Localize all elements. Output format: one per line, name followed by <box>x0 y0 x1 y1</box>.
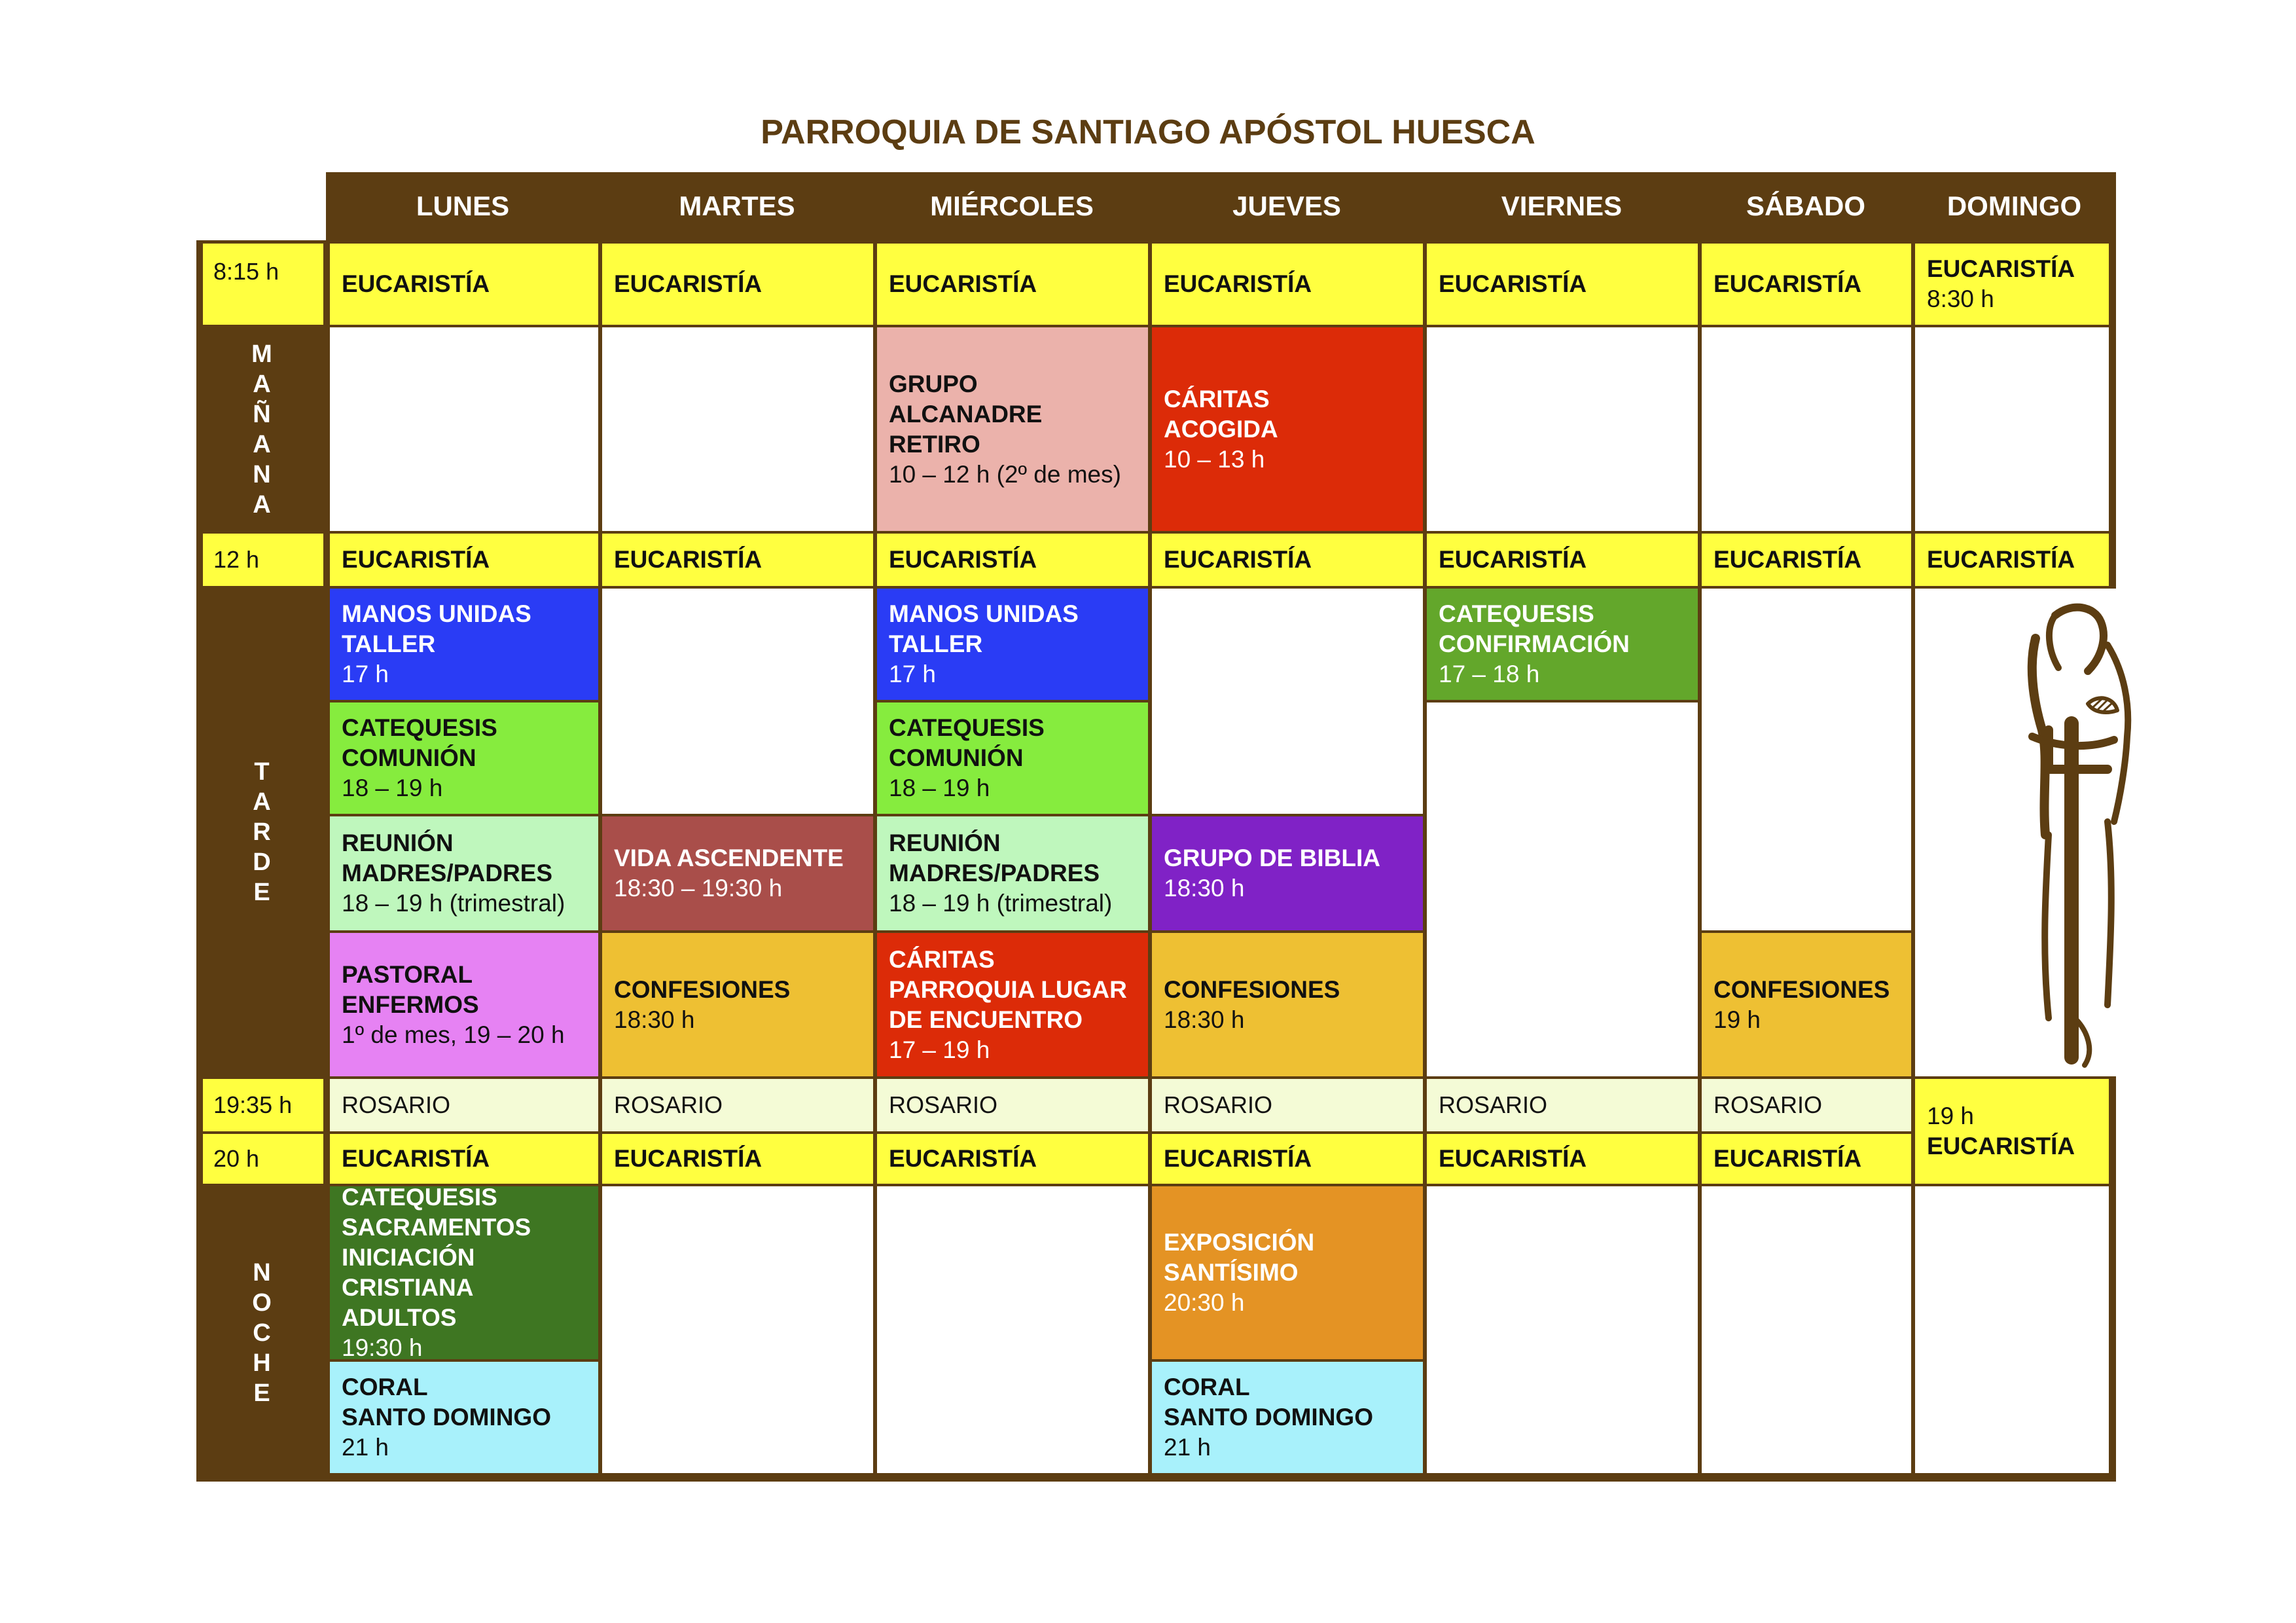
cell-eucaristia: EUCARISTÍA <box>1702 244 1911 325</box>
empty-cell <box>602 589 873 814</box>
page-title: PARROQUIA DE SANTIAGO APÓSTOL HUESCA <box>761 113 1535 151</box>
empty-cell <box>1915 1186 2109 1473</box>
cell-eucaristia: EUCARISTÍA <box>1152 534 1423 586</box>
cell-eucaristia: EUCARISTÍA <box>1427 534 1698 586</box>
event-confesiones: CONFESIONES 19 h <box>1702 933 1911 1076</box>
event-reunion-padres: REUNIÓN MADRES/PADRES 18 – 19 h (trimestral) <box>330 816 598 930</box>
event-confesiones: CONFESIONES 18:30 h <box>602 933 873 1076</box>
cell-eucaristia: EUCARISTÍA <box>330 1134 598 1184</box>
empty-cell <box>1702 327 1911 531</box>
event-grupo-alcanadre: GRUPO ALCANADRE RETIRO 10 – 12 h (2º de mes) <box>877 327 1148 531</box>
time-label-20: 20 h <box>203 1134 323 1184</box>
cell-eucaristia: EUCARISTÍA <box>1915 534 2109 586</box>
time-label-1935: 19:35 h <box>203 1079 323 1131</box>
event-catequesis-comunion: CATEQUESIS COMUNIÓN 18 – 19 h <box>330 702 598 814</box>
cell-eucaristia: EUCARISTÍA <box>1152 1134 1423 1184</box>
event-confesiones: CONFESIONES 18:30 h <box>1152 933 1423 1076</box>
cell-eucaristia: EUCARISTÍA <box>330 244 598 325</box>
empty-cell <box>1702 1186 1911 1473</box>
time-label-815: 8:15 h <box>203 244 323 325</box>
day-domingo: DOMINGO <box>1946 191 2082 221</box>
event-manos-unidas: MANOS UNIDAS TALLER 17 h <box>877 589 1148 700</box>
event-caritas-acogida: CÁRITAS ACOGIDA 10 – 13 h <box>1152 327 1423 531</box>
event-vida-ascendente: VIDA ASCENDENTE 18:30 – 19:30 h <box>602 816 873 930</box>
cell-eucaristia: EUCARISTÍA <box>1427 1134 1698 1184</box>
event-coral-santo-domingo: CORAL SANTO DOMINGO 21 h <box>330 1362 598 1473</box>
event-catequesis-comunion: CATEQUESIS COMUNIÓN 18 – 19 h <box>877 702 1148 814</box>
santiago-pilgrim-icon <box>2009 599 2147 1070</box>
empty-cell <box>877 1186 1148 1473</box>
cell-rosario: ROSARIO <box>1152 1079 1423 1131</box>
cell-rosario: ROSARIO <box>1702 1079 1911 1131</box>
cell-eucaristia: EUCARISTÍA <box>1427 244 1698 325</box>
cell-eucaristia: EUCARISTÍA <box>1702 1134 1911 1184</box>
cell-eucaristia: EUCARISTÍA <box>877 534 1148 586</box>
event-pastoral-enfermos: PASTORAL ENFERMOS 1º de mes, 19 – 20 h <box>330 933 598 1076</box>
empty-cell <box>1702 589 1911 930</box>
cell-eucaristia: EUCARISTÍA <box>330 534 598 586</box>
cell-eucaristia: EUCARISTÍA <box>877 1134 1148 1184</box>
empty-cell <box>1427 702 1698 1076</box>
event-manos-unidas: MANOS UNIDAS TALLER 17 h <box>330 589 598 700</box>
empty-cell <box>1915 327 2109 531</box>
cell-rosario: ROSARIO <box>877 1079 1148 1131</box>
empty-cell <box>330 327 598 531</box>
day-jueves: JUEVES <box>1232 191 1341 221</box>
cell-eucaristia: EUCARISTÍA <box>877 244 1148 325</box>
cell-rosario: ROSARIO <box>330 1079 598 1131</box>
time-label-12: 12 h <box>203 534 323 586</box>
period-tarde: T A R D E <box>253 758 271 906</box>
cell-eucaristia: EUCARISTÍA <box>1152 244 1423 325</box>
period-manana: M A Ñ A N A <box>251 340 272 519</box>
cell-eucaristia: EUCARISTÍA <box>602 244 873 325</box>
empty-cell <box>1427 1186 1698 1473</box>
event-catequesis-confirmacion: CATEQUESIS CONFIRMACIÓN 17 – 18 h <box>1427 589 1698 700</box>
day-sabado: SÁBADO <box>1746 191 1865 221</box>
cell-eucaristia: EUCARISTÍA <box>1702 534 1911 586</box>
cell-eucaristia: EUCARISTÍA <box>602 1134 873 1184</box>
cell-eucaristia-domingo-19: 19 h EUCARISTÍA <box>1915 1079 2109 1184</box>
cell-rosario: ROSARIO <box>1427 1079 1698 1131</box>
event-caritas-parroquia: CÁRITAS PARROQUIA LUGAR DE ENCUENTRO 17 – 19 h <box>877 933 1148 1076</box>
empty-cell <box>602 1186 873 1473</box>
cell-eucaristia: EUCARISTÍA <box>602 534 873 586</box>
day-martes: MARTES <box>679 191 795 221</box>
event-coral-santo-domingo: CORAL SANTO DOMINGO 21 h <box>1152 1362 1423 1473</box>
empty-cell <box>1427 327 1698 531</box>
empty-cell <box>1152 589 1423 814</box>
event-catequesis-adultos: CATEQUESIS SACRAMENTOS INICIACIÓN CRISTIANA ADULTOS 19:30 h <box>330 1186 598 1359</box>
day-viernes: VIERNES <box>1501 191 1623 221</box>
cell-rosario: ROSARIO <box>602 1079 873 1131</box>
cell-eucaristia-domingo: EUCARISTÍA 8:30 h <box>1915 244 2109 325</box>
event-exposicion-santisimo: EXPOSICIÓN SANTÍSIMO 20:30 h <box>1152 1186 1423 1359</box>
event-reunion-padres: REUNIÓN MADRES/PADRES 18 – 19 h (trimestral) <box>877 816 1148 930</box>
empty-cell <box>602 327 873 531</box>
event-grupo-biblia: GRUPO DE BIBLIA 18:30 h <box>1152 816 1423 930</box>
period-noche: N O C H E <box>252 1259 272 1407</box>
day-miercoles: MIÉRCOLES <box>930 191 1094 221</box>
day-lunes: LUNES <box>416 191 510 221</box>
